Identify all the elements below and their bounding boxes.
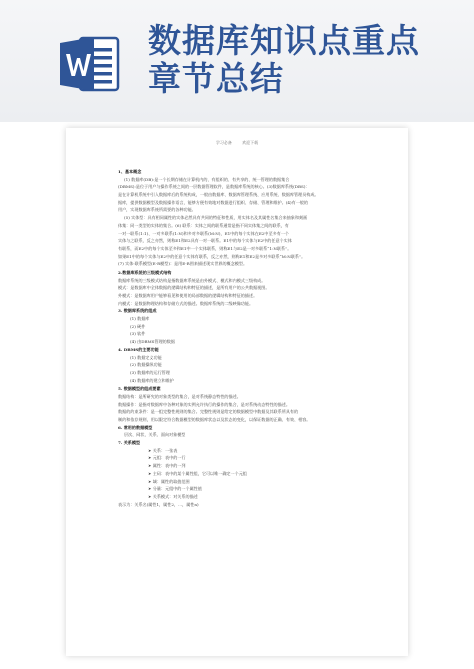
- document-line: (2) 数据操纵功能: [130, 362, 162, 368]
- banner-title-line-2: 章节总结: [148, 59, 284, 98]
- document-line: 用户，实现数据库系统所需要的各种功能。: [118, 207, 196, 213]
- document-line: 内模式：是数据物理结构和存储方式的描述。数据库系统的二级映像功能。: [118, 300, 254, 306]
- document-line: (2) 硬件: [130, 323, 146, 329]
- document-line: 表示为：关系名(属性1，属性2，…，属性n): [118, 501, 199, 507]
- document-line: 体集：同一类型的实体的集合。(6) 联系：实体之间的联系通常是指不同实体集之间的联系，有: [118, 222, 289, 228]
- document-line: 数据库系统的三级模式结构是指数据库系统是由外模式、模式和内模式三级构成。: [118, 277, 266, 283]
- document-line: (4) 由DBMS管理的数据: [130, 339, 175, 345]
- document-line: (1) 数据库(DB):是一个长期存储在计算机内的、有组织的、有共享的、统一管理的数据集合: [124, 176, 290, 182]
- document-line: (4) 数据库的建立和维护: [130, 377, 174, 383]
- banner-title-line-1: 数据库知识点重点: [148, 21, 420, 60]
- document-line: 1、基本概念: [118, 169, 142, 174]
- document-line: ➤ 分量：元组中的一个属性值: [148, 486, 202, 492]
- document-line: 5. 数据模型的组成要素: [118, 386, 161, 392]
- document-page: [66, 128, 408, 656]
- document-line: (DBMS):是位于用户与操作系统之间的一层数据管理软件，是数据库系统的核心。(3)数据库系统(DBS)：: [118, 184, 310, 190]
- document-line: (1) 数据库: [130, 316, 150, 322]
- document-line: 7. 关系模型: [118, 440, 141, 446]
- document-line: ➤ 域：属性的取值范围: [148, 478, 190, 484]
- document-body: [118, 168, 376, 508]
- document-line: (1) 数据定义功能: [130, 354, 162, 360]
- document-line: 有联系，而E2中的每个实体至多和E1中一个实体联系，则称E1与E2是一对多联系“1:N联系”。: [118, 245, 292, 251]
- document-line: 外模式：是数据库用户能够看见和使用的局部数据的逻辑结构和特征的描述。: [118, 293, 258, 298]
- document-line: 是在计算机系统中引入数据库后的系统构成，一般由数据库、数据库管理系统、应用系统、数据库管理员构成。: [118, 192, 319, 198]
- document-line: 4. DBMS的主要功能: [118, 346, 159, 352]
- document-line: 层次、网状、关系、面向对象模型: [124, 432, 186, 438]
- header-banner: [0, 0, 474, 122]
- document-line: 2.数据库系统的三级模式结构: [118, 269, 172, 275]
- document-line: (3) 软件: [130, 331, 146, 337]
- document-line: 数据操作：是指对数据库中各种对象的实例允许执行的操作的集合，是对系统动态特性的描述。: [118, 401, 290, 407]
- document-line: ➤ 关系模式：对关系的描述: [148, 493, 198, 499]
- document-line: 6. 常用的数据模型: [118, 424, 153, 430]
- document-line: ➤ 属性：表中的一列: [148, 463, 186, 469]
- document-line: 实体与之联系，反之亦然，则称E1和E2具有一对一联系。E1中的每个实体与E2中的任意个实体: [118, 238, 292, 244]
- document-line: 数据的约束条件：是一组完整性规则的集合。完整性规则是给定的数据模型中数据及其联系所具有的: [118, 409, 299, 415]
- document-line: ➤ 关系：一张表: [148, 447, 178, 453]
- document-line: 如果E1中的每个实体与E2中的任意个实体有联系，反之亦然，则称E1和E2是多对多联系“M:N联系”。: [118, 253, 306, 259]
- document-line: 据库，提供数据模型及数据操作语言，能够方便有效地对数据进行组织、存储、管理和维护。(4)有一般的: [118, 199, 309, 205]
- document-line: 数据结构：是所研究的对象类型的集合，是对系统静态特性的描述。: [118, 393, 241, 399]
- document-line: ➤ 元组：表中的一行: [148, 455, 186, 461]
- document-line: 一对一联系(1:1)、一对多联系(1:N)和多对多联系(M:N)，E1中的每个实体在E2中至多有一个: [118, 230, 289, 236]
- document-line: (7) 实体-联系模型(E-R模型)：是用E-R图来描述现实世界的概念模型。: [118, 261, 248, 267]
- page-header-text: 学习必备 欢迎下载: [215, 140, 259, 145]
- document-line: 模式：是数据库中全体数据的逻辑结构和特征的描述，是所有用户的公共数据视图。: [118, 285, 270, 291]
- document-line: ➤ 主码：表中的某个属性组，它可以唯一确定一个元组: [148, 470, 247, 476]
- word-document-icon: [58, 34, 120, 94]
- document-line: 3. 数据库系统的组成: [118, 308, 157, 314]
- document-line: (3) 数据库的运行管理: [130, 369, 170, 375]
- document-line: (5) 实体型：具有相同属性的实体必然具有共同的特征和性质，用实体名及其属性名集合来抽象和刻画: [124, 215, 308, 221]
- document-line: 制约和依存规则，用以限定符合数据模型的数据库状态以及状态的变化，以保证数据的正确、有效、相容。: [118, 417, 311, 422]
